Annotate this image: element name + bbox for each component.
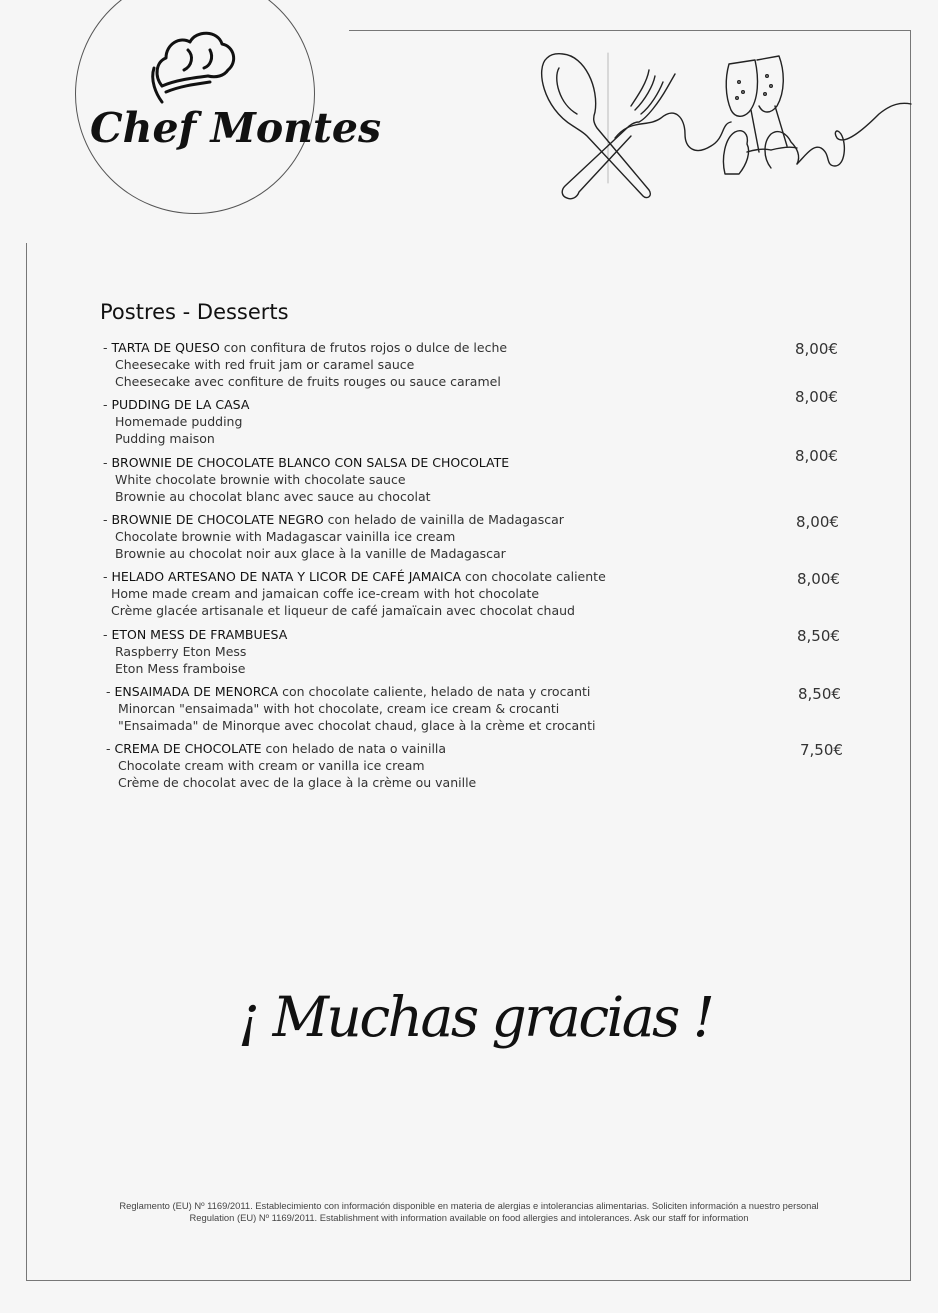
item-title-line: - TARTA DE QUESO con confitura de frutos rojos o dulce de leche — [103, 340, 508, 355]
item-name: TARTA DE QUESO — [111, 340, 220, 355]
thank-you-message: ¡ Muchas gracias ! — [238, 985, 713, 1049]
item-description: con helado de vainilla de Madagascar — [323, 512, 564, 527]
item-name: CREMA DE CHOCOLATE — [114, 741, 262, 756]
item-french: Crème de chocolat avec de la glace à la crème ou vanille — [118, 775, 477, 790]
item-english: Homemade pudding — [115, 414, 243, 429]
menu-item: - HELADO ARTESANO DE NATA Y LICOR DE CAFÉ JAMAICA con chocolate caliente Home made cream and jamaican coffe ice-cream with hot chocolate Crème glacée artisanale et liqueur de café jamaïcain avec chocolat chaud — [103, 569, 606, 618]
legal-notice-english: Regulation (EU) Nº 1169/2011. Establishment with information available on food allergies and intolerances. Ask our staff for information — [189, 1212, 749, 1223]
item-english: Chocolate cream with cream or vanilla ice cream — [118, 758, 425, 773]
item-name: HELADO ARTESANO DE NATA Y LICOR DE CAFÉ JAMAICA — [111, 569, 462, 584]
frame-top-line — [349, 30, 911, 31]
item-french: Crème glacée artisanale et liqueur de café jamaïcain avec chocolat chaud — [111, 603, 575, 618]
logo-wordmark: Chef Montes — [90, 104, 382, 152]
menu-item: - BROWNIE DE CHOCOLATE NEGRO con helado de vainilla de Madagascar Chocolate brownie with Madagascar vainilla ice cream Brownie au chocolat noir aux glace à la vanille de Madagascar — [103, 512, 564, 561]
item-price: 8,00€ — [796, 513, 839, 531]
item-description: con helado de nata o vainilla — [261, 741, 447, 756]
item-name: BROWNIE DE CHOCOLATE NEGRO — [111, 512, 324, 527]
item-english: Raspberry Eton Mess — [115, 644, 247, 659]
item-price: 8,00€ — [797, 570, 840, 588]
item-english: Home made cream and jamaican coffe ice-cream with hot chocolate — [111, 586, 540, 601]
item-english: White chocolate brownie with chocolate sauce — [115, 472, 406, 487]
item-price: 7,50€ — [800, 741, 843, 759]
item-name: PUDDING DE LA CASA — [111, 397, 250, 412]
section-title: Postres - Desserts — [100, 300, 289, 324]
item-french: Brownie au chocolat noir aux glace à la vanille de Madagascar — [115, 546, 506, 561]
item-french: Pudding maison — [115, 431, 215, 446]
frame-bottom-line — [26, 1280, 911, 1281]
item-name: ETON MESS DE FRAMBUESA — [111, 627, 288, 642]
item-french: "Ensaimada" de Minorque avec chocolat chaud, glace à la crème et crocanti — [118, 718, 596, 733]
item-price: 8,50€ — [798, 685, 841, 703]
item-english: Cheesecake with red fruit jam or caramel sauce — [115, 357, 415, 372]
item-french: Eton Mess framboise — [115, 661, 246, 676]
item-english: Chocolate brownie with Madagascar vainilla ice cream — [115, 529, 456, 544]
frame-right-line — [910, 30, 911, 1280]
item-description: con confitura de frutos rojos o dulce de leche — [219, 340, 508, 355]
item-price: 8,00€ — [795, 447, 838, 465]
menu-item: - BROWNIE DE CHOCOLATE BLANCO CON SALSA DE CHOCOLATE White chocolate brownie with chocolate sauce Brownie au chocolat blanc avec sauce au chocolat — [103, 455, 510, 504]
item-french: Brownie au chocolat blanc avec sauce au chocolat — [115, 489, 431, 504]
menu-item: - ETON MESS DE FRAMBUESA Raspberry Eton Mess Eton Mess framboise — [103, 627, 288, 676]
menu-item: - ENSAIMADA DE MENORCA con chocolate caliente, helado de nata y crocanti Minorcan "ensaimada" with hot chocolate, cream ice cream & crocanti "Ensaimada" de Minorque avec chocolat chaud, glace à la crème et crocanti — [106, 684, 596, 733]
legal-notice-spanish: Reglamento (EU) Nº 1169/2011. Establecimiento con información disponible en materia de alergias e intolerancias alimentarias. Soliciten información a nuestro personal — [119, 1200, 819, 1211]
frame-left-line — [26, 243, 27, 1280]
item-name: BROWNIE DE CHOCOLATE BLANCO CON SALSA DE CHOCOLATE — [111, 455, 510, 470]
chef-hat-icon — [148, 28, 240, 108]
menu-item: - PUDDING DE LA CASA Homemade pudding Pudding maison — [103, 397, 250, 446]
item-name: ENSAIMADA DE MENORCA — [114, 684, 279, 699]
item-description: con chocolate caliente — [461, 569, 606, 584]
item-price: 8,00€ — [795, 388, 838, 406]
menu-item: - CREMA DE CHOCOLATE con helado de nata o vainilla Chocolate cream with cream or vanilla ice cream Crème de chocolat avec de la glace à la crème ou vanille — [106, 741, 477, 790]
item-french: Cheesecake avec confiture de fruits rouges ou sauce caramel — [115, 374, 501, 389]
item-price: 8,00€ — [795, 340, 838, 358]
item-english: Minorcan "ensaimada" with hot chocolate, cream ice cream & crocanti — [118, 701, 560, 716]
cutlery-champagne-illustration — [535, 48, 913, 203]
menu-item — [103, 339, 507, 390]
item-price: 8,50€ — [797, 627, 840, 645]
item-description: con chocolate caliente, helado de nata y crocanti — [278, 684, 591, 699]
